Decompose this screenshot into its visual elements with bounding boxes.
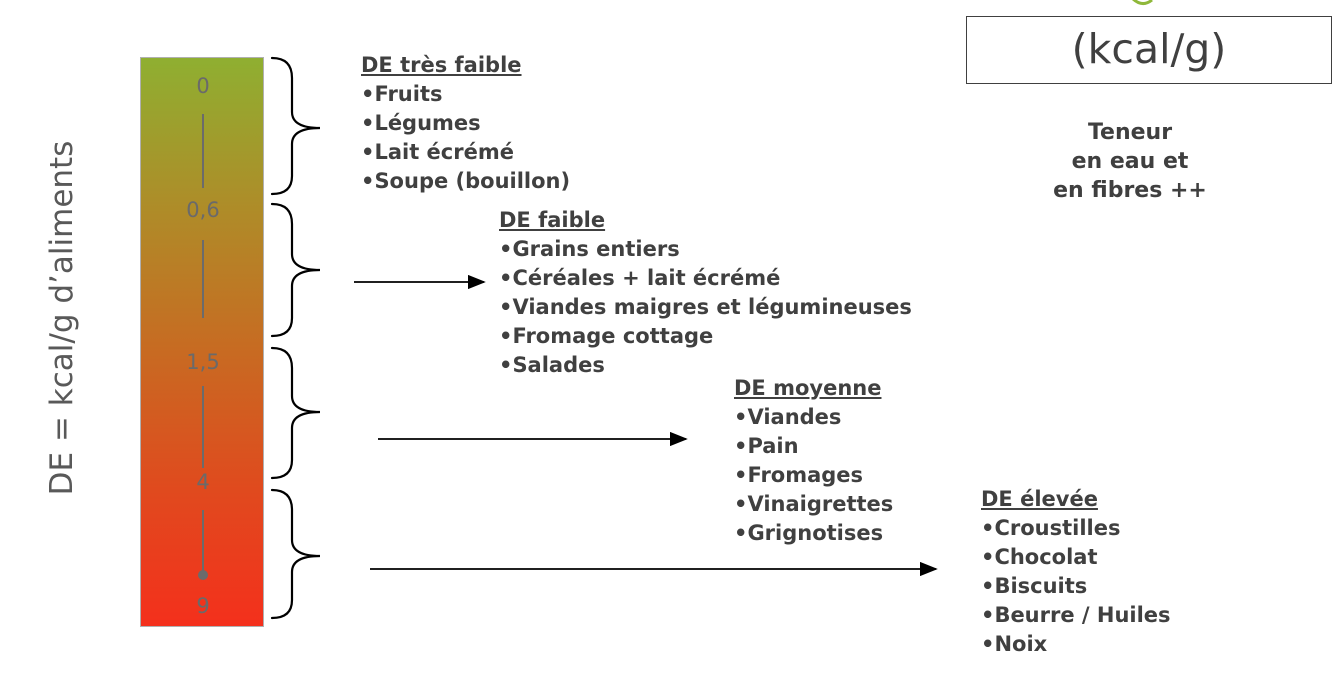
unit-box: (kcal/g) xyxy=(966,16,1332,84)
scale-tick-label: 0,6 xyxy=(186,198,220,222)
water-fiber-note xyxy=(1010,118,1250,205)
brace-very-low xyxy=(272,58,320,194)
list-item: • Fromage cottage xyxy=(499,322,912,351)
list-item: • Lait écrémé xyxy=(361,138,570,167)
list-item: • Vinaigrettes xyxy=(734,490,893,519)
brace-high xyxy=(272,490,320,618)
list-item: • Céréales + lait écrémé xyxy=(499,264,912,293)
note-line: en eau et xyxy=(1071,149,1189,174)
list-item: • Beurre / Huiles xyxy=(981,601,1171,630)
axis-label: DE = kcal/g d’aliments xyxy=(44,140,80,496)
list-item: • Grains entiers xyxy=(499,235,912,264)
scale-tick-label: 0 xyxy=(196,74,210,98)
brace-medium xyxy=(272,348,320,478)
list-item: • Fromages xyxy=(734,461,893,490)
list-item: • Chocolat xyxy=(981,543,1171,572)
category-title: DE très faible xyxy=(361,53,522,77)
scale-tick-label: 1,5 xyxy=(186,350,220,374)
scale-tick-label: 9 xyxy=(196,594,210,618)
list-item: • Soupe (bouillon) xyxy=(361,167,570,196)
category-title: DE faible xyxy=(499,208,606,232)
note-line: en fibres ++ xyxy=(1053,178,1207,203)
list-item: • Viandes xyxy=(734,403,893,432)
note-line: Teneur xyxy=(1087,120,1173,145)
category-title: DE élevée xyxy=(981,487,1098,511)
category-medium xyxy=(734,374,893,548)
list-item: • Grignotises xyxy=(734,519,893,548)
list-item: • Biscuits xyxy=(981,572,1171,601)
category-low xyxy=(499,206,912,380)
category-very-low xyxy=(361,51,570,196)
category-title: DE moyenne xyxy=(734,376,882,400)
scale-tick-label: 4 xyxy=(196,470,210,494)
list-item: • Fruits xyxy=(361,80,570,109)
category-high xyxy=(981,485,1171,659)
leaf-icon xyxy=(1130,0,1154,8)
list-item: • Noix xyxy=(981,630,1171,659)
list-item: • Viandes maigres et légumineuses xyxy=(499,293,912,322)
list-item: • Croustilles xyxy=(981,514,1171,543)
brace-low xyxy=(272,204,320,336)
list-item: • Pain xyxy=(734,432,893,461)
list-item: • Légumes xyxy=(361,109,570,138)
list-item: • Salades xyxy=(499,351,912,380)
